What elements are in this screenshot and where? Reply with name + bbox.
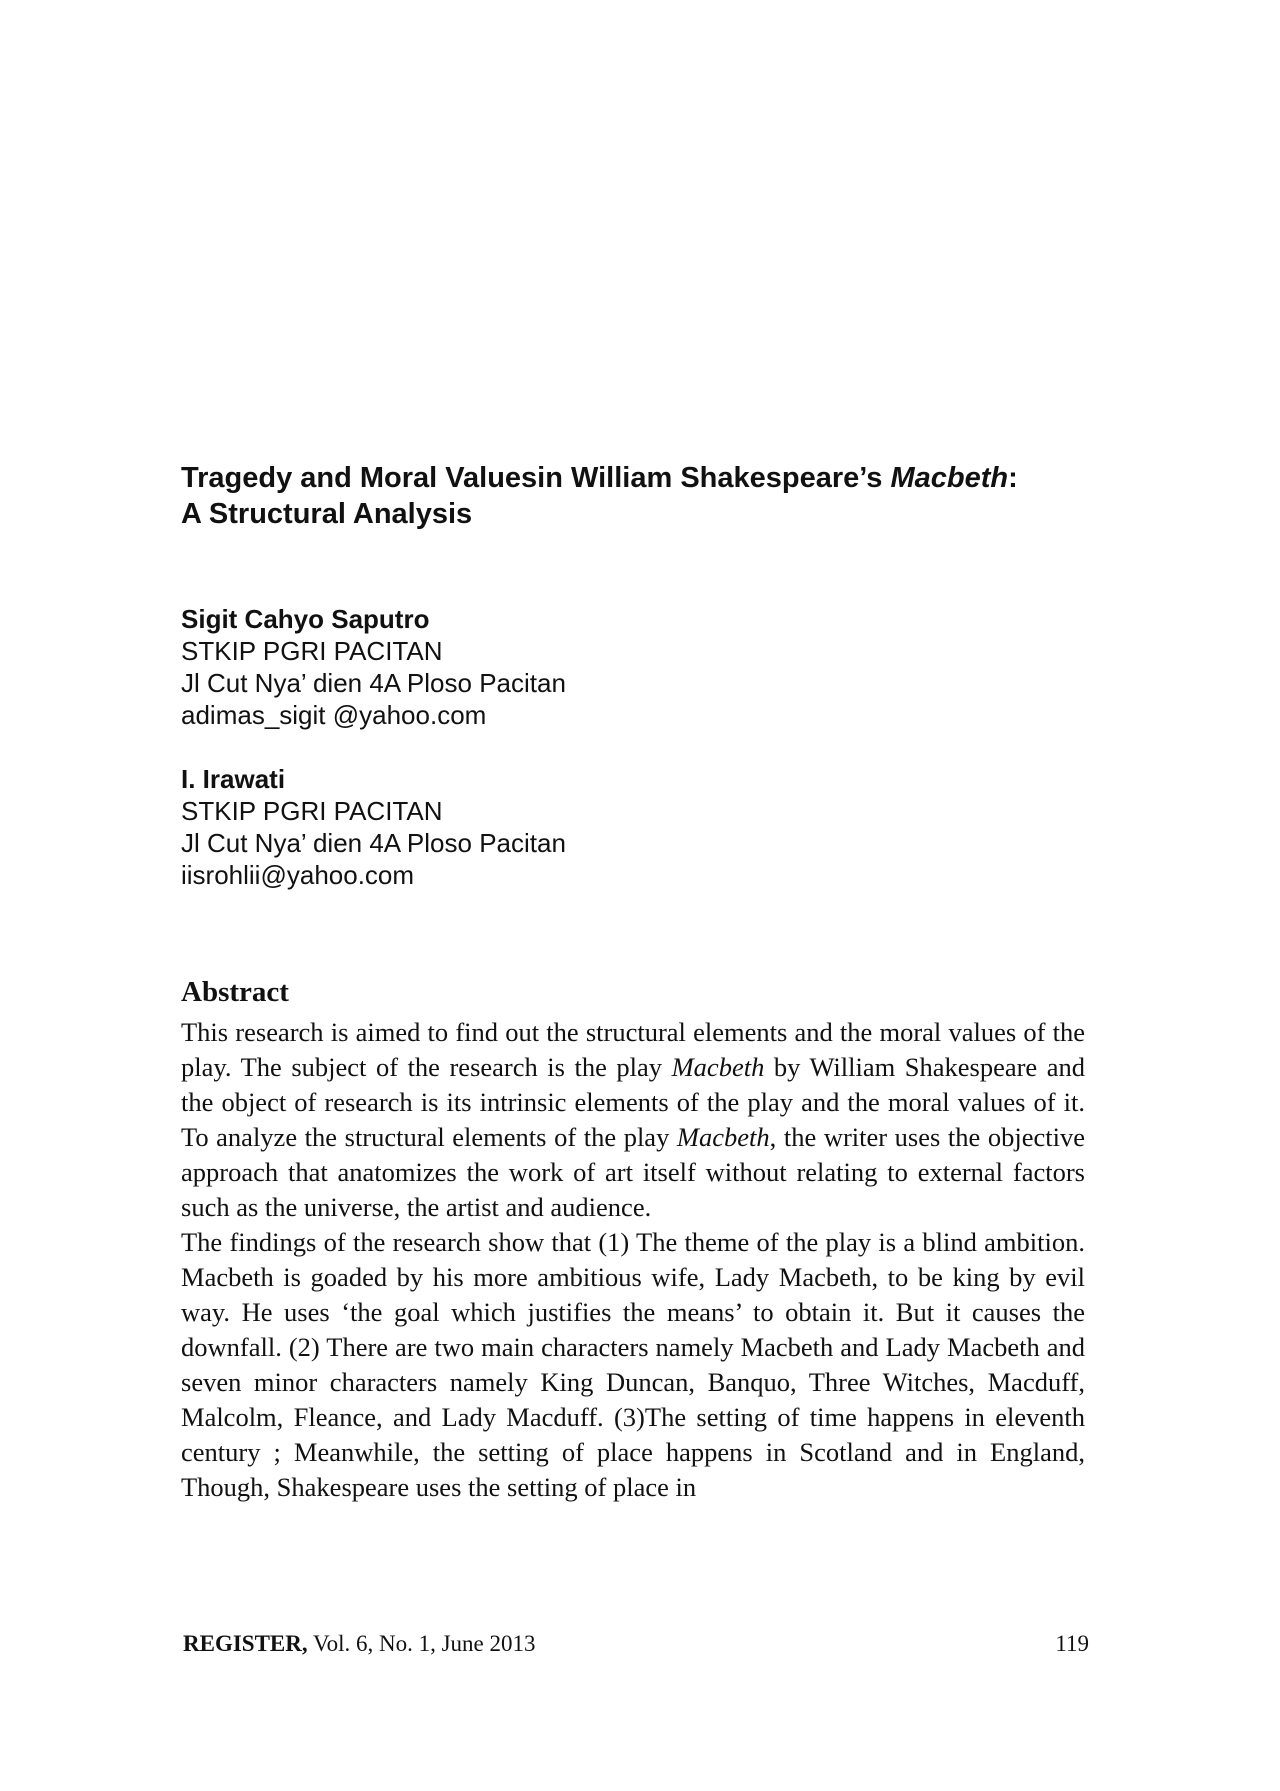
author-block-1 — [181, 603, 981, 731]
abstract-italic: Macbeth — [676, 1122, 770, 1152]
title-text: Tragedy and Moral Valuesin William Shakespeare’s — [181, 462, 891, 494]
abstract-heading: Abstract — [181, 976, 289, 1008]
abstract-text: by William Shakespeare and the object of research is its intrinsic elements of the play and the moral values of it. To analyze the structural elements of the play — [181, 1052, 1086, 1152]
author-name: I. Irawati — [181, 764, 286, 794]
title-line-2: A Structural Analysis — [181, 498, 473, 530]
abstract-paragraph-1 — [181, 1015, 1085, 1225]
abstract-italic: Macbeth — [671, 1052, 765, 1082]
page-footer — [183, 1630, 1089, 1658]
author-email: adimas_sigit @yahoo.com — [181, 700, 487, 730]
title-italic: Macbeth — [890, 462, 1009, 494]
abstract-text: , the writer uses the objective approach that anatomizes the work of art itself without relating to external factors such as the universe, the artist and audience. — [181, 1122, 1085, 1222]
page-number: 119 — [1055, 1631, 1089, 1656]
author-name: Sigit Cahyo Saputro — [181, 604, 430, 634]
abstract-paragraph-2: The findings of the research show that (1) The theme of the play is a blind ambition. Macbeth is goaded by his more ambitious wife, Lady Macbeth, to be king by evil way. He uses ‘the goal which justifies the means’ to obtain it. But it causes the downfall. (2) There are two main characters namely Macbeth and Lady Macbeth and seven minor characters namely King Duncan, Banquo, Three Witches, Macduff, Malcolm, Fleance, and Lady Macduff. (3)The setting of time happens in eleventh century ; Meanwhile, the setting of place happens in Scotland and in England, Though, Shakespeare uses the setting of place in — [181, 1227, 1085, 1502]
journal-issue: Vol. 6, No. 1, June 2013 — [307, 1631, 536, 1656]
journal-name: REGISTER, — [183, 1631, 308, 1656]
author-email: iisrohlii@yahoo.com — [181, 860, 415, 890]
title-colon: : — [1008, 462, 1018, 494]
journal-citation — [183, 1630, 536, 1658]
paper-title — [181, 460, 1101, 532]
abstract-text: This research is aimed to find out the structural elements and the moral values of the play. The subject of the research is the play — [181, 1017, 1085, 1082]
author-block-2 — [181, 763, 981, 891]
author-address: Jl Cut Nya’ dien 4A Ploso Pacitan — [181, 828, 566, 858]
author-address: Jl Cut Nya’ dien 4A Ploso Pacitan — [181, 668, 566, 698]
author-institution: STKIP PGRI PACITAN — [181, 796, 443, 826]
title-line-1 — [181, 460, 1101, 496]
author-institution: STKIP PGRI PACITAN — [181, 636, 443, 666]
abstract-body — [181, 1015, 1085, 1505]
